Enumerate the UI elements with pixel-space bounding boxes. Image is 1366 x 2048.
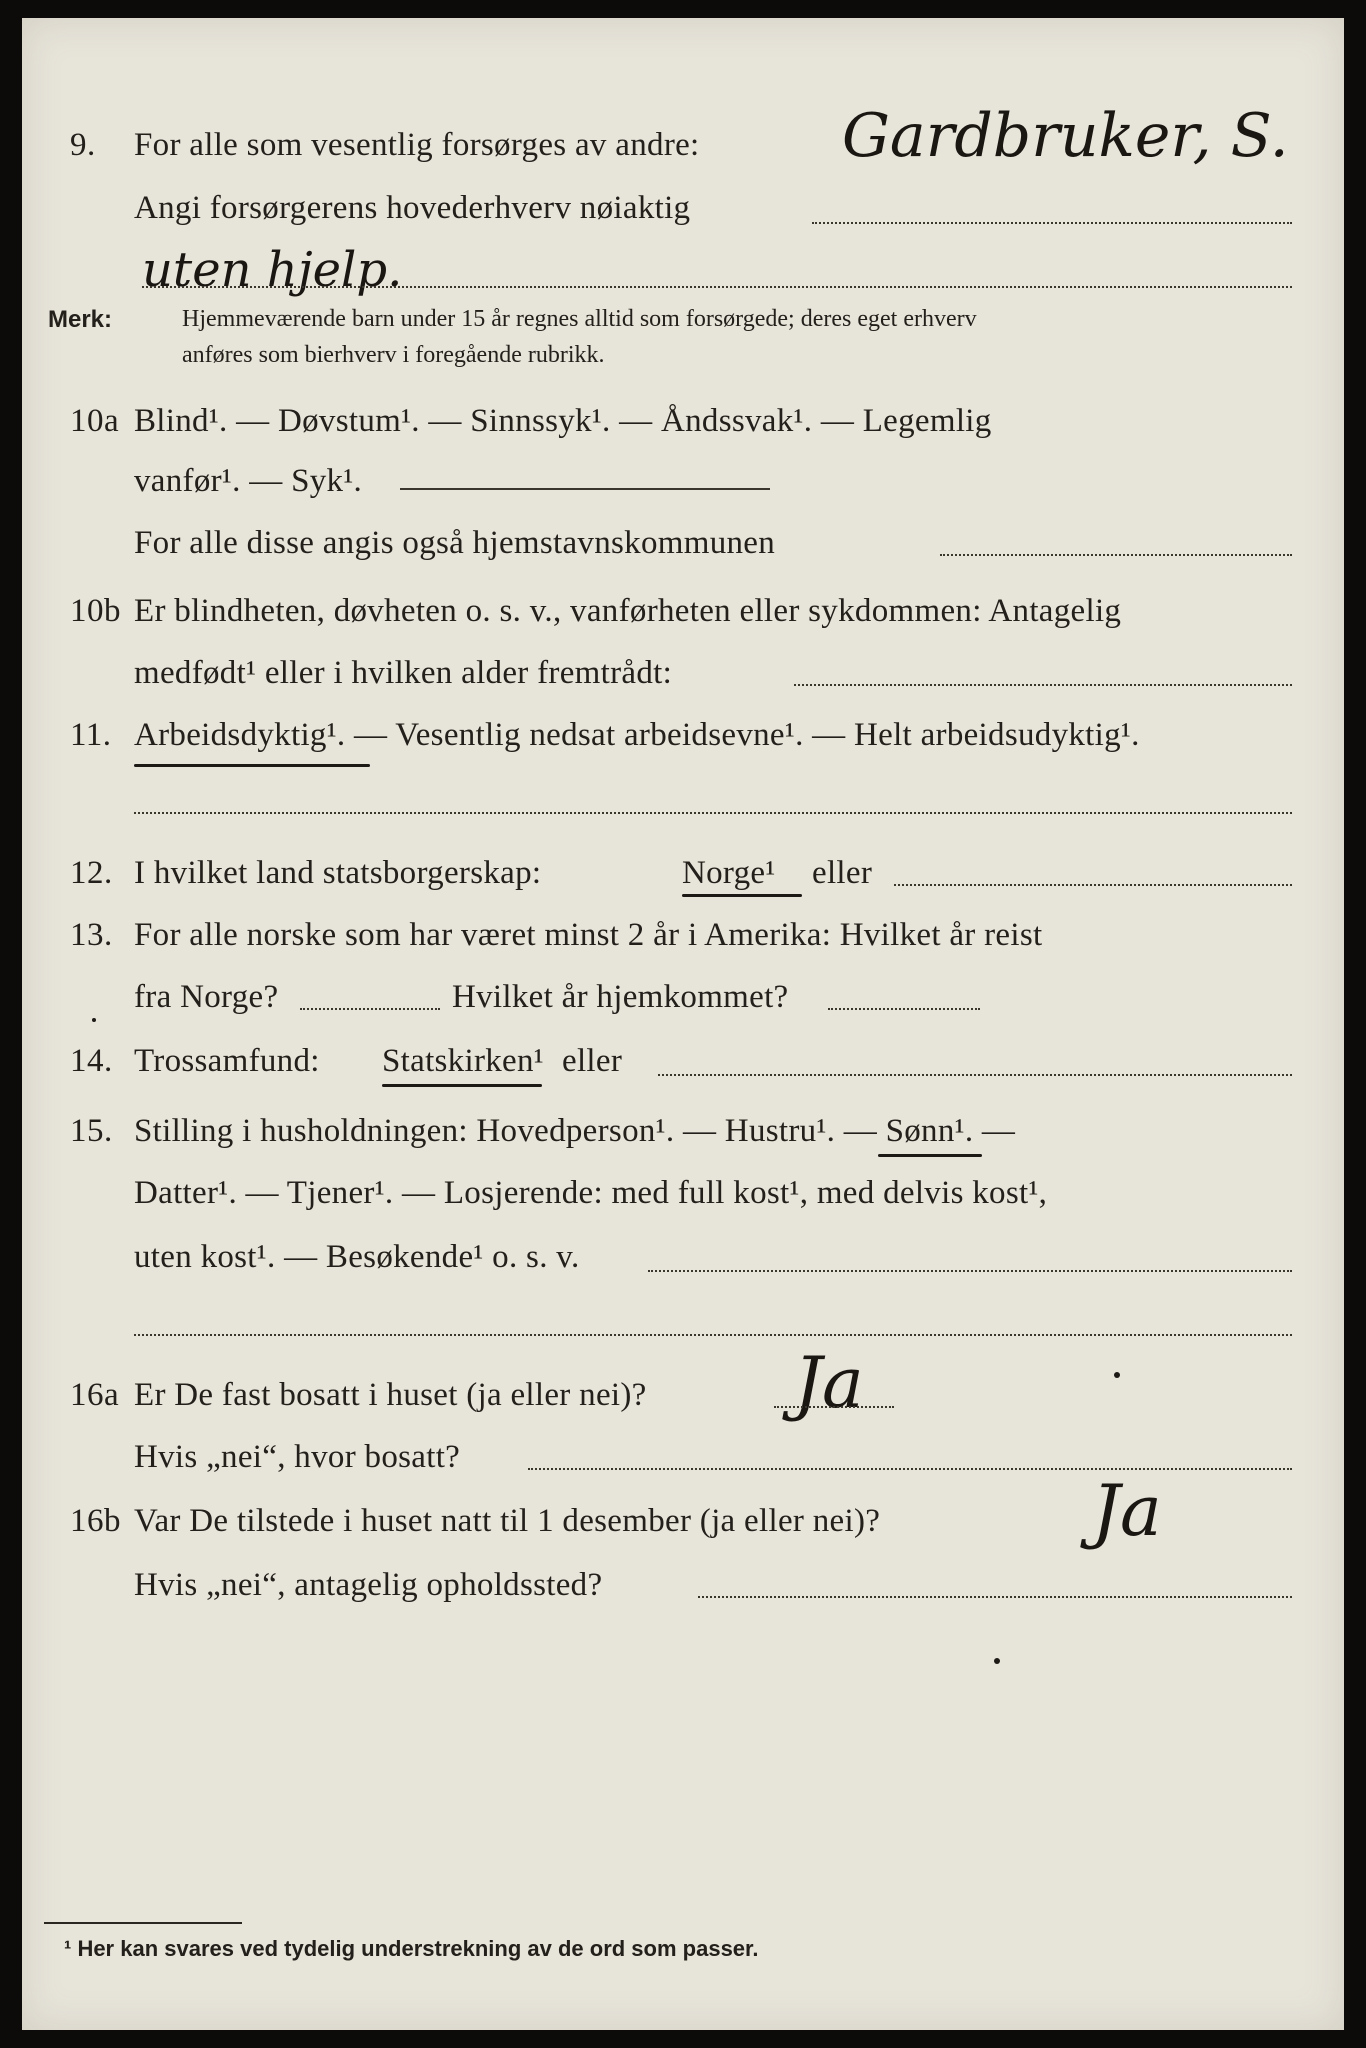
q9-answer-continued: uten hjelp. bbox=[142, 242, 403, 298]
q10a-row3 bbox=[22, 518, 1344, 568]
q12-prefix: I hvilket land statsborgerskap: bbox=[134, 855, 542, 891]
q12-norge-underline bbox=[682, 894, 802, 897]
q10a-row bbox=[22, 396, 1344, 446]
q10b-line1: Er blindheten, døvheten o. s. v., vanførheten eller sykdommen: Antagelig bbox=[134, 593, 1122, 629]
q12-answer-line bbox=[894, 884, 1292, 886]
q15-number: 15. bbox=[70, 1113, 113, 1149]
q12-number: 12. bbox=[70, 855, 113, 891]
q15-answer-line bbox=[648, 1270, 1292, 1272]
q15-row bbox=[22, 1106, 1344, 1156]
ink-speck bbox=[994, 1658, 1000, 1664]
q16a-answer: Ja bbox=[794, 1342, 864, 1424]
q14-statskirken-underline bbox=[382, 1084, 542, 1087]
q9-answer-line2 bbox=[142, 286, 1292, 288]
q10a-line3: For alle disse angis også hjemstavnskommunen bbox=[134, 525, 776, 561]
q10a-kommune-line bbox=[940, 554, 1292, 556]
q11-arbeidsdyktig-underline bbox=[134, 764, 370, 767]
q13-number: 13. bbox=[70, 917, 113, 953]
q16b-line2: Hvis „nei“, antagelig opholdssted? bbox=[134, 1567, 603, 1603]
q13-line2a: fra Norge? bbox=[134, 979, 279, 1015]
q9-number: 9. bbox=[70, 127, 96, 163]
q16a-answer-line bbox=[774, 1406, 894, 1408]
q9-answer-occupation: Gardbruker, S. bbox=[842, 101, 1289, 171]
footnote: ¹ Her kan svares ved tydelig understrekning av de ord som passer. bbox=[64, 1936, 759, 1961]
q9-question-line1: For alle som vesentlig forsørges av andre: bbox=[134, 127, 700, 163]
footnote-rule bbox=[44, 1922, 242, 1924]
q13-row2 bbox=[22, 972, 1344, 1022]
q15-answer-line2 bbox=[134, 1334, 1292, 1336]
q11-number: 11. bbox=[70, 717, 112, 753]
merk-note-line1: Hjemmeværende barn under 15 år regnes alltid som forsørgede; deres eget erhverv bbox=[182, 306, 977, 332]
q16a-number: 16a bbox=[70, 1377, 120, 1413]
q15-line2: Datter¹. — Tjener¹. — Losjerende: med full kost¹, med delvis kost¹, bbox=[134, 1175, 1048, 1211]
q14-answer-line bbox=[658, 1074, 1292, 1076]
q15-hustru-underline bbox=[878, 1154, 982, 1157]
q15-row2 bbox=[22, 1168, 1344, 1218]
q9-answer-line1 bbox=[812, 222, 1292, 224]
q14-suffix: eller bbox=[562, 1043, 623, 1079]
q10b-row2 bbox=[22, 648, 1344, 698]
q13-row bbox=[22, 910, 1344, 960]
q16a-row bbox=[22, 1370, 1344, 1420]
q11-answer-line bbox=[134, 812, 1292, 814]
q12-row bbox=[22, 848, 1344, 898]
q16b-opholdssted-line bbox=[698, 1596, 1292, 1598]
q14-number: 14. bbox=[70, 1043, 113, 1079]
q16b-answer: Ja bbox=[1092, 1470, 1162, 1552]
merk-label: Merk: bbox=[48, 306, 113, 333]
q13-reist-line bbox=[300, 1008, 440, 1010]
q14-prefix: Trossamfund: bbox=[134, 1043, 320, 1079]
q13-line2b: Hvilket år hjemkommet? bbox=[452, 979, 789, 1015]
q15-row3 bbox=[22, 1232, 1344, 1282]
q16a-line1: Er De fast bosatt i huset (ja eller nei)? bbox=[134, 1377, 647, 1413]
ink-speck bbox=[1114, 1372, 1120, 1378]
q12-suffix: eller bbox=[812, 855, 873, 891]
q13-hjemkommet-line bbox=[828, 1008, 980, 1010]
q10a-line1: Blind¹. — Døvstum¹. — Sinnssyk¹. — Åndssvak¹. — Legemlig bbox=[134, 403, 992, 439]
q11-line1: Arbeidsdyktig¹. — Vesentlig nedsat arbeidsevne¹. — Helt arbeidsudyktig¹. bbox=[134, 717, 1140, 753]
q10a-row2 bbox=[22, 456, 1344, 506]
ink-speck bbox=[92, 1018, 96, 1022]
q10b-answer-line bbox=[794, 684, 1292, 686]
q16a-line2: Hvis „nei“, hvor bosatt? bbox=[134, 1439, 461, 1475]
q10a-line2: vanfør¹. — Syk¹. bbox=[134, 463, 363, 499]
q9-question-line2: Angi forsørgerens hovederhverv nøiaktig bbox=[134, 190, 691, 226]
q10a-number: 10a bbox=[70, 403, 120, 439]
q10b-row bbox=[22, 586, 1344, 636]
q10b-number: 10b bbox=[70, 593, 121, 629]
q12-option-norge: Norge¹ bbox=[682, 855, 776, 891]
q13-line1: For alle norske som har været minst 2 år i Amerika: Hvilket år reist bbox=[134, 917, 1043, 953]
q14-option-statskirken: Statskirken¹ bbox=[382, 1043, 544, 1079]
q9-row2 bbox=[22, 183, 1344, 233]
q16a-bosatt-line bbox=[528, 1468, 1292, 1470]
q16b-line1: Var De tilstede i huset natt til 1 desember (ja eller nei)? bbox=[134, 1503, 881, 1539]
q16b-row2 bbox=[22, 1560, 1344, 1610]
q10a-syk-line bbox=[400, 488, 770, 490]
q15-line3: uten kost¹. — Besøkende¹ o. s. v. bbox=[134, 1239, 580, 1275]
q14-row bbox=[22, 1036, 1344, 1086]
q10b-line2: medfødt¹ eller i hvilken alder fremtrådt: bbox=[134, 655, 673, 691]
merk-note-line2: anføres som bierhverv i foregående rubrikk. bbox=[182, 342, 605, 368]
q15-line1: Stilling i husholdningen: Hovedperson¹. — Hustru¹. — Sønn¹. — bbox=[134, 1113, 1016, 1149]
q16b-number: 16b bbox=[70, 1503, 121, 1539]
q11-row bbox=[22, 710, 1344, 760]
census-form-page bbox=[22, 18, 1344, 2030]
